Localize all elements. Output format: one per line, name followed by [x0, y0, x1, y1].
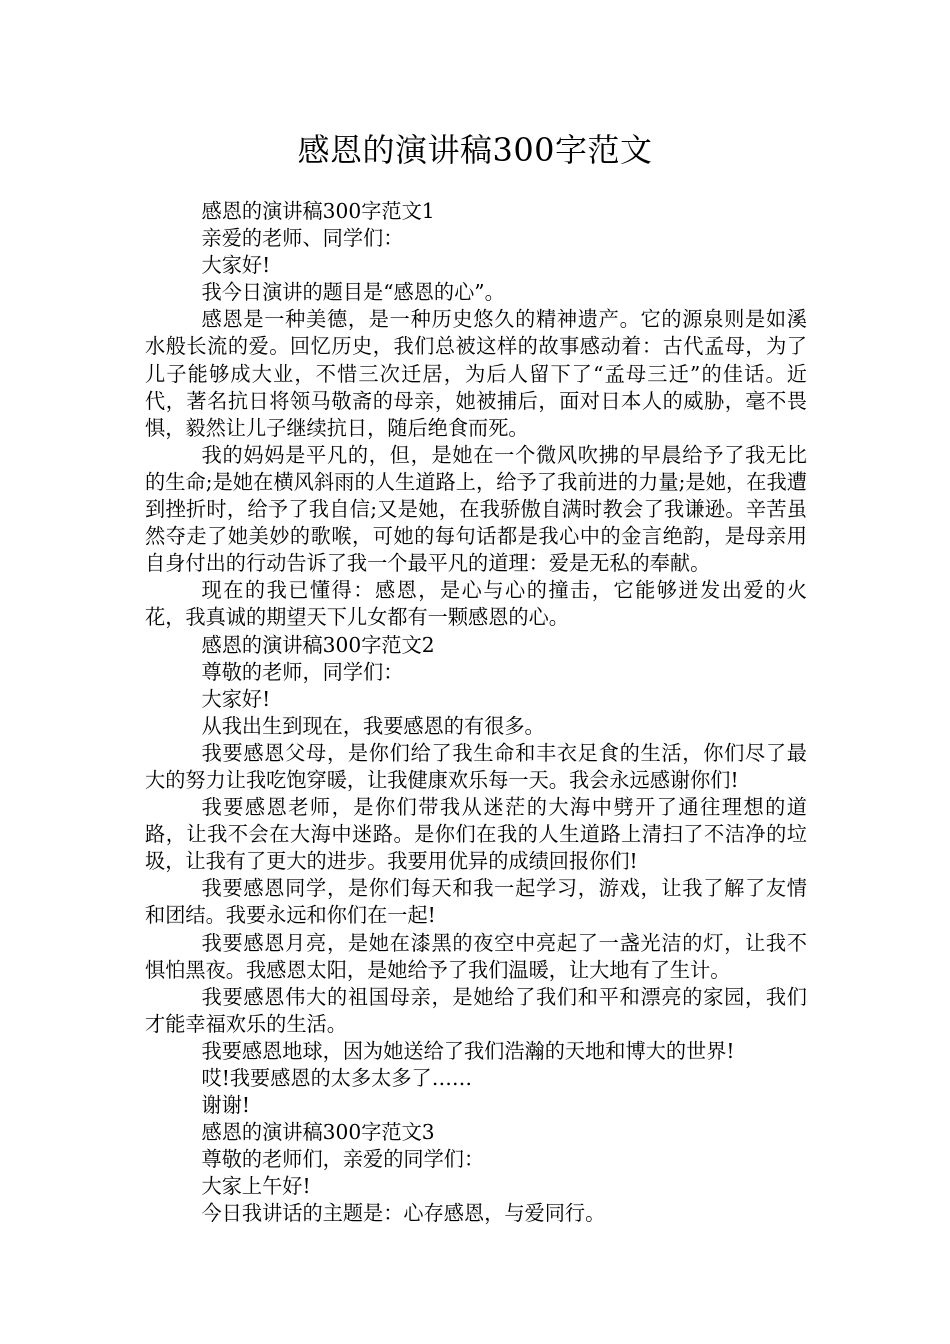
paragraph: 我要感恩地球，因为她送给了我们浩瀚的天地和博大的世界! [201, 1038, 735, 1063]
paragraph: 我要感恩老师，是你们带我从迷茫的大海中劈开了通往理想的道路，让我不会在大海中迷路。是你们在我的人生道路上清扫了不洁净的垃圾，让我有了更大的进步。我要用优异的成绩回报你们! [145, 795, 807, 874]
document-body [145, 198, 807, 1228]
paragraph: 哎!我要感恩的太多太多了…… [201, 1066, 473, 1090]
closing: 谢谢! [201, 1093, 251, 1118]
greeting: 大家好! [201, 253, 271, 278]
salutation: 亲爱的老师、同学们： [201, 226, 404, 251]
greeting: 大家上午好! [201, 1174, 311, 1199]
paragraph: 今日我讲话的主题是：心存感恩，与爱同行。 [201, 1201, 606, 1226]
paragraph: 现在的我已懂得：感恩，是心与心的撞击，它能够迸发出爱的火花，我真诚的期望天下儿女都有一颗感恩的心。 [145, 578, 807, 630]
salutation: 尊敬的老师们，亲爱的同学们： [201, 1147, 485, 1172]
section-heading-3: 感恩的演讲稿300字范文3 [201, 1120, 435, 1145]
salutation: 尊敬的老师，同学们： [201, 659, 404, 684]
paragraph: 我今日演讲的题目是“感恩的心”。 [201, 280, 505, 305]
paragraph: 从我出生到现在，我要感恩的有很多。 [201, 713, 545, 738]
paragraph: 我要感恩月亮，是她在漆黑的夜空中亮起了一盏光洁的灯，让我不惧怕黑夜。我感恩太阳，是她给予了我们温暖，让大地有了生计。 [145, 930, 807, 982]
section-heading-2: 感恩的演讲稿300字范文2 [201, 632, 435, 657]
paragraph: 我的妈妈是平凡的，但，是她在一个微风吹拂的早晨给予了我无比的生命;是她在横风斜雨的人生道路上，给予了我前进的力量;是她，在我遭到挫折时，给予了我自信;又是她，在我骄傲自满时教会了我谦逊。辛苦虽然夺走了她美妙的歌喉，可她的每句话都是我心中的金言绝韵，是母亲用自身付出的行动告诉了我一个最平凡的道理：爱是无私的奉献。 [145, 442, 807, 576]
greeting: 大家好! [201, 686, 271, 711]
paragraph: 我要感恩父母，是你们给了我生命和丰衣足食的生活，你们尽了最大的努力让我吃饱穿暖，让我健康欢乐每一天。我会永远感谢你们! [145, 740, 807, 792]
paragraph: 我要感恩伟大的祖国母亲，是她给了我们和平和漂亮的家园，我们才能幸福欢乐的生活。 [145, 984, 807, 1036]
document-title: 感恩的演讲稿300字范文 [297, 131, 653, 169]
paragraph: 感恩是一种美德，是一种历史悠久的精神遗产。它的源泉则是如溪水般长流的爱。回忆历史，我们总被这样的故事感动着：古代孟母，为了儿子能够成大业，不惜三次迁居，为后人留下了“孟母三迁”的佳话。近代，著名抗日将领马敬斋的母亲，她被捕后，面对日本人的威胁，毫不畏惧，毅然让儿子继续抗日，随后绝食而死。 [145, 307, 807, 440]
section-heading-1: 感恩的演讲稿300字范文1 [201, 199, 435, 223]
paragraph: 我要感恩同学，是你们每天和我一起学习，游戏，让我了解了友情和团结。我要永远和你们在一起! [145, 876, 807, 928]
